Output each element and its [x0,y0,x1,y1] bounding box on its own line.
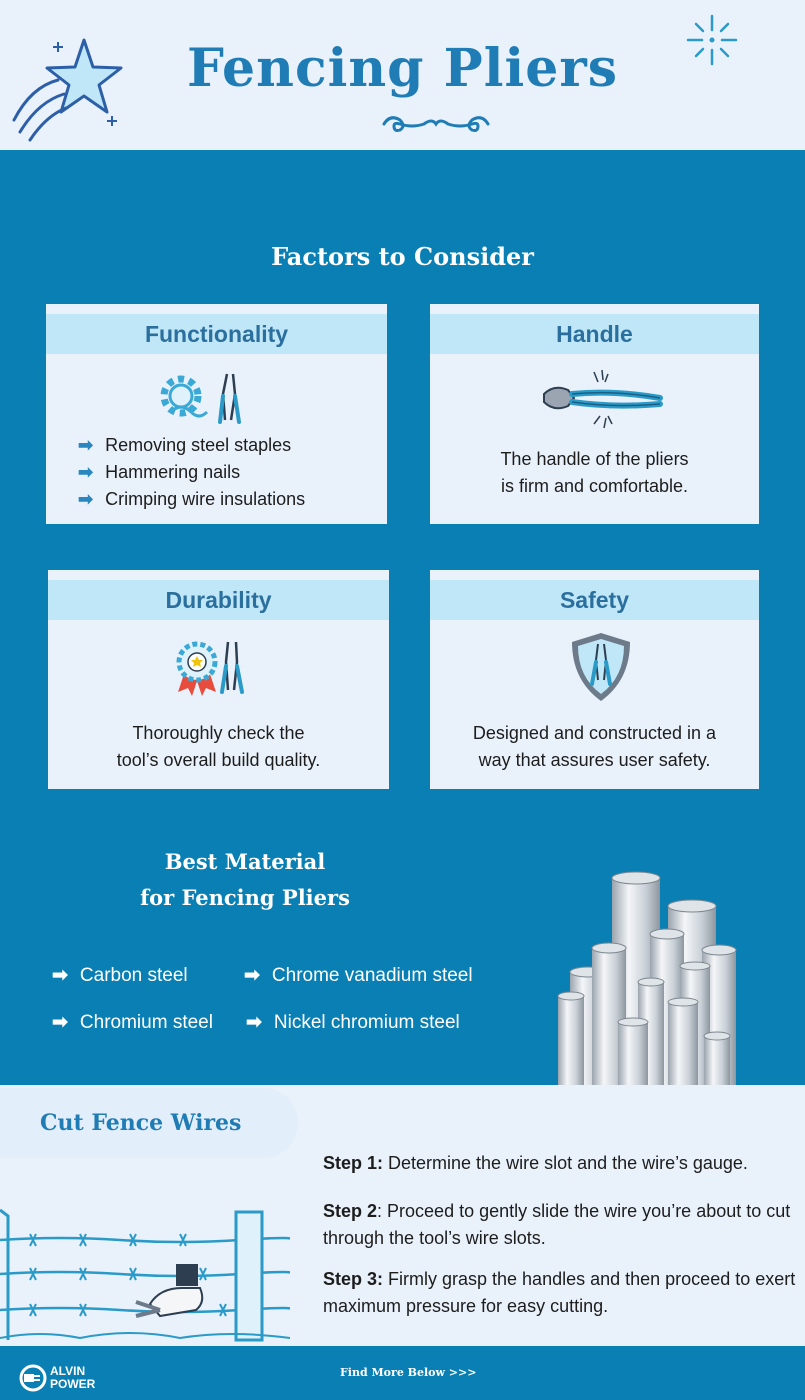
list-item: ➡ Removing steel staples [78,432,305,459]
card-durability [48,570,389,789]
steel-pipes-illustration [552,870,742,1085]
step-3: Step 3: Firmly grasp the handles and then proceed to exert maximum pressure for easy cutting. [323,1269,796,1316]
material-item: ➡ Carbon steel [52,964,188,986]
gear-pliers-icon [153,368,245,426]
list-item: ➡ Crimping wire insulations [78,486,305,513]
factors-title: Factors to Consider [271,242,534,271]
handle-text: The handle of the pliers is firm and comfortable. [500,449,689,496]
power-plug-icon [18,1363,48,1393]
arrow-right-icon: ➡ [246,1012,262,1033]
step-2: Step 2: Proceed to gently slide the wire you’re about to cut through the tool’s wire slots. [323,1201,791,1248]
find-more-link[interactable]: Find More Below >>> [340,1366,477,1379]
material-item: ➡ Nickel chromium steel [246,1011,460,1033]
step-1: Step 1: Determine the wire slot and the wire’s gauge. [323,1153,748,1173]
card-functionality [46,304,387,524]
award-badge-pliers-icon [174,638,246,696]
material-item: ➡ Chrome vanadium steel [244,964,473,986]
functionality-list [78,432,305,513]
card-safety [430,570,759,789]
page-title: Fencing Pliers [186,38,618,99]
card-title: Handle [430,314,759,354]
arrow-right-icon: ➡ [78,489,94,509]
arrow-right-icon: ➡ [78,462,94,482]
durability-text: Thoroughly check the tool’s overall build quality. [116,723,321,770]
list-item: ➡ Hammering nails [78,459,305,486]
fence-wire-cutting-illustration [0,1206,290,1344]
materials-title: Best Material for Fencing Pliers [140,849,350,910]
arrow-right-icon: ➡ [78,435,94,455]
alvin-power-logo[interactable]: ALVIN POWER [18,1363,95,1393]
safety-text: Designed and constructed in a way that assures user safety. [472,723,717,770]
card-handle [430,304,759,524]
card-title: Safety [430,580,759,620]
arrow-right-icon: ➡ [52,965,68,986]
arrow-right-icon: ➡ [52,1012,68,1033]
cut-title: Cut Fence Wires [40,1110,242,1136]
material-item: ➡ Chromium steel [52,1011,213,1033]
card-title: Durability [48,580,389,620]
flourish-divider [380,112,492,136]
card-title: Functionality [46,314,387,354]
shield-pliers-icon [568,630,634,704]
pliers-icon [534,368,664,434]
arrow-right-icon: ➡ [244,965,260,986]
